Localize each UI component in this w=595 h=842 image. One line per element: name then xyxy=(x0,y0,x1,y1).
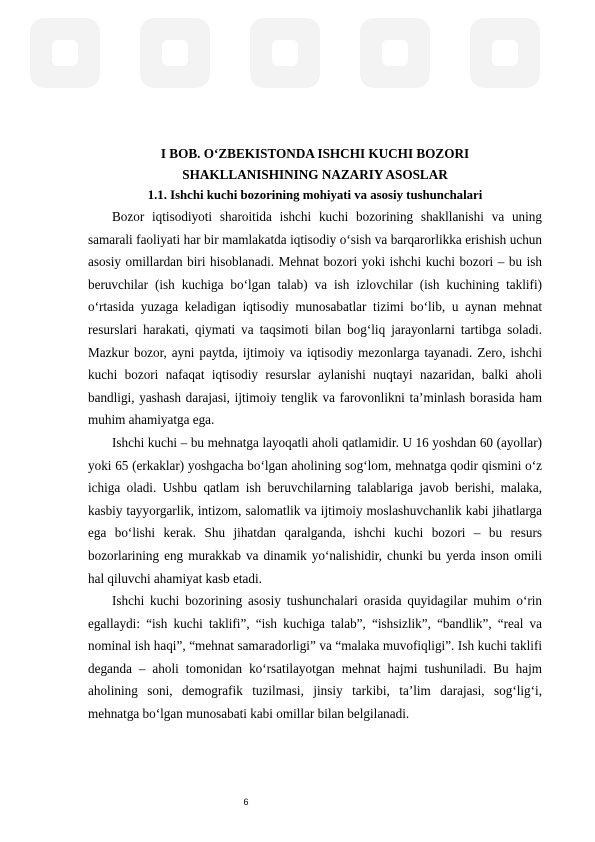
paragraph-2: Ishchi kuchi – bu mehnatga layoqatli aholi qatlamidir. U 16 yoshdan 60 (ayollar) yoki 65 (erkaklar) yoshgacha bo‘lgan aholining sog‘lom, mehnatga qodir qismini o‘z ichiga oladi. Ushbu qatlam ish beruvchilarning talablariga javob berishi, malaka, kasbiy tayyorgarlik, intizom, salomatlik va ijtimoiy moslashuvchanlik kabi jihatlarga ega bo‘lishi kerak. Shu jihatdan qaralganda, ishchi kuchi bozori – bu resurs bozorlarining eng murakkab va dinamik yo‘nalishidir, chunki bu yerda inson omili hal qiluvchi ahamiyat kasb etadi. xyxy=(88,434,542,586)
document-page xyxy=(88,143,542,726)
chapter-title-line-2: SHAKLLANISHINING NAZARIY ASOSLAR xyxy=(182,167,448,182)
page-number: 6 xyxy=(243,797,249,807)
section-title: 1.1. Ishchi kuchi bozorining mohiyati va asosiy tushunchalari xyxy=(147,188,483,202)
paragraph-3: Ishchi kuchi bozorining asosiy tushunchalari orasida quyidagilar muhim o‘rin egallaydi: “ish kuchi taklifi”, “ish kuchiga talab”, “ishsizlik”, “bandlik”, “real va nominal ish haqi”, “mehnat samaradorligi” va “malaka muvofiqligi”. Ish kuchi taklifi deganda – aholi tomonidan ko‘rsatilayotgan mehnat hajmi tushuniladi. Bu hajm aholining soni, demografik tuzilmasi, jinsiy tarkibi, ta’lim darajasi, sog‘lig‘i, mehnatga bo‘lgan munosabati kabi omillar bilan belgilanadi. xyxy=(88,593,542,722)
chapter-title-line-1: I BOB. O‘ZBEKISTONDA ISHCHI KUCHI BOZORI xyxy=(160,146,470,161)
paragraph-1: Bozor iqtisodiyoti sharoitida ishchi kuchi bozorining shakllanishi va uning samarali faoliyati har bir mamlakatda iqtisodiy o‘sish va barqarorlikka erishish uchun asosiy omillardan biri hisoblanadi. Mehnat bozori yoki ishchi kuchi bozori – bu ish beruvchilar (ish kuchiga bo‘lgan talab) va ish izlovchilar (ish kuchining taklifi) o‘rtasida yuzaga keladigan iqtisodiy munosabatlar tizimi bo‘lib, u aynan mehnat resurslari harakati, qiymati va taqsimoti bilan bog‘liq jarayonlarni tartibga soladi. Mazkur bozor, ayni paytda, ijtimoiy va iqtisodiy mezonlarga tayanadi. Zero, ishchi kuchi bozori nafaqat iqtisodiy resurslar aylanishi nuqtayi nazaridan, balki aholi bandligi, yashash darajasi, ijtimoiy tenglik va farovonlikni ta’minlash borasida ham muhim ahamiyatga ega. xyxy=(88,209,542,428)
watermark-graphic xyxy=(0,0,595,110)
